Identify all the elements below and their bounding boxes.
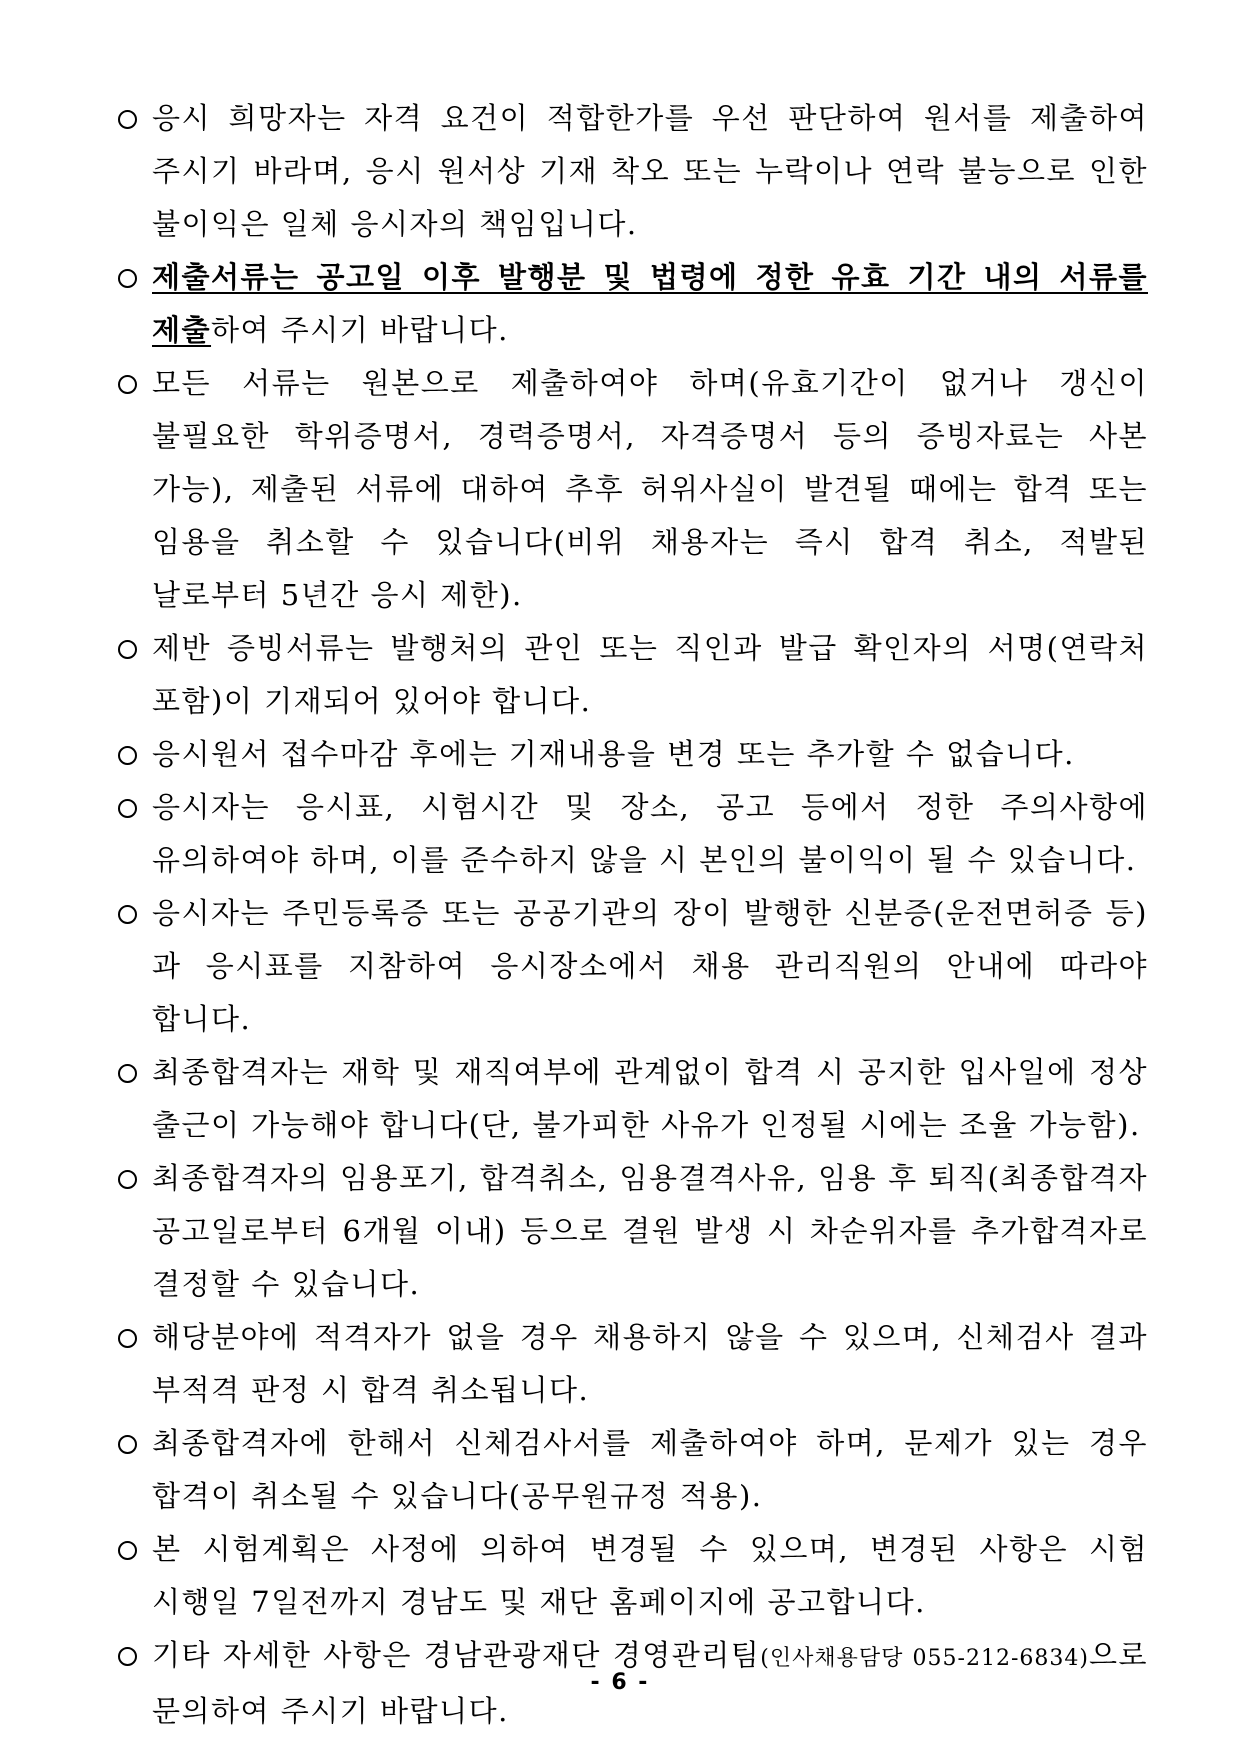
item-text: 최종합격자는 재학 및 재직여부에 관계없이 합격 시 공지한 입사일에 정상 출근이 가능해야 합니다(단, 불가피한 사유가 인정될 시에는 조율 가능함). — [152, 1055, 1148, 1142]
list-item — [118, 728, 1148, 781]
item-text-rest: 으로 문의하여 주시기 바랍니다. — [152, 1638, 1149, 1728]
circle-bullet-icon — [118, 1152, 144, 1205]
circle-bullet-icon — [118, 1523, 144, 1576]
circle-bullet-icon — [118, 1046, 144, 1099]
list-item — [118, 781, 1148, 887]
circle-bullet-icon — [118, 622, 144, 675]
circle-bullet-icon — [118, 357, 144, 410]
list-item — [118, 357, 1148, 622]
item-text: 최종합격자의 임용포기, 합격취소, 임용결격사유, 임용 후 퇴직(최종합격자 공고일로부터 6개월 이내) 등으로 결원 발생 시 차순위자를 추가합격자로 결정할 수 있습니다. — [152, 1161, 1148, 1301]
item-text: 응시원서 접수마감 후에는 기재내용을 변경 또는 추가할 수 없습니다. — [152, 737, 1075, 771]
emphasized-text: 제출서류는 공고일 이후 발행분 및 법령에 정한 유효 기간 내의 서류를 제출 — [152, 260, 1148, 347]
list-item — [118, 1523, 1148, 1629]
circle-bullet-icon — [118, 1311, 144, 1364]
item-text-rest: 하여 주시기 바랍니다. — [211, 313, 509, 347]
list-item — [118, 887, 1148, 1046]
list-item — [118, 251, 1148, 357]
item-text: 모든 서류는 원본으로 제출하여야 하며(유효기간이 없거나 갱신이 불필요한 학위증명서, 경력증명서, 자격증명서 등의 증빙자료는 사본 가능), 제출된 서류에 대하여 추후 허위사실이 발견될 때에는 합격 또는 임용을 취소할 수 있습니다(비위 채용자는 즉시 합격 취소, 적발된 날로부터 5년간 응시 제한). — [152, 366, 1148, 612]
item-text: 본 시험계획은 사정에 의하여 변경될 수 있으며, 변경된 사항은 시험 시행일 7일전까지 경남도 및 재단 홈페이지에 공고합니다. — [152, 1532, 1148, 1619]
list-item — [118, 92, 1148, 251]
item-text: 최종합격자에 한해서 신체검사서를 제출하여야 하며, 문제가 있는 경우 합격이 취소될 수 있습니다(공무원규정 적용). — [152, 1426, 1148, 1513]
item-text: 응시자는 주민등록증 또는 공공기관의 장이 발행한 신분증(운전면허증 등)과 응시표를 지참하여 응시장소에서 채용 관리직원의 안내에 따라야 합니다. — [152, 896, 1148, 1036]
list-item — [118, 1046, 1148, 1152]
circle-bullet-icon — [118, 887, 144, 940]
item-text: 제반 증빙서류는 발행처의 관인 또는 직인과 발급 확인자의 서명(연락처 포함)이 기재되어 있어야 합니다. — [152, 631, 1148, 718]
list-item — [118, 1311, 1148, 1417]
contact-info: (인사채용담당 055-212-6834) — [760, 1646, 1089, 1671]
circle-bullet-icon — [118, 92, 144, 145]
circle-bullet-icon — [118, 251, 144, 304]
notice-list — [118, 92, 1148, 1738]
item-text — [152, 251, 1148, 357]
list-item — [118, 1152, 1148, 1311]
circle-bullet-icon — [118, 728, 144, 781]
list-item — [118, 1417, 1148, 1523]
circle-bullet-icon — [118, 1417, 144, 1470]
circle-bullet-icon — [118, 781, 144, 834]
page-number: - 6 - — [590, 1670, 650, 1695]
item-text: 응시 희망자는 자격 요건이 적합한가를 우선 판단하여 원서를 제출하여 주시기 바라며, 응시 원서상 기재 착오 또는 누락이나 연락 불능으로 인한 불이익은 일체 응시자의 책임입니다. — [152, 101, 1148, 241]
item-text-main: 기타 자세한 사항은 경남관광재단 경영관리팀 — [152, 1638, 761, 1672]
item-text: 해당분야에 적격자가 없을 경우 채용하지 않을 수 있으며, 신체검사 결과 부적격 판정 시 합격 취소됩니다. — [152, 1320, 1148, 1407]
list-item — [118, 622, 1148, 728]
item-text: 응시자는 응시표, 시험시간 및 장소, 공고 등에서 정한 주의사항에 유의하여야 하며, 이를 준수하지 않을 시 본인의 불이익이 될 수 있습니다. — [152, 790, 1148, 877]
